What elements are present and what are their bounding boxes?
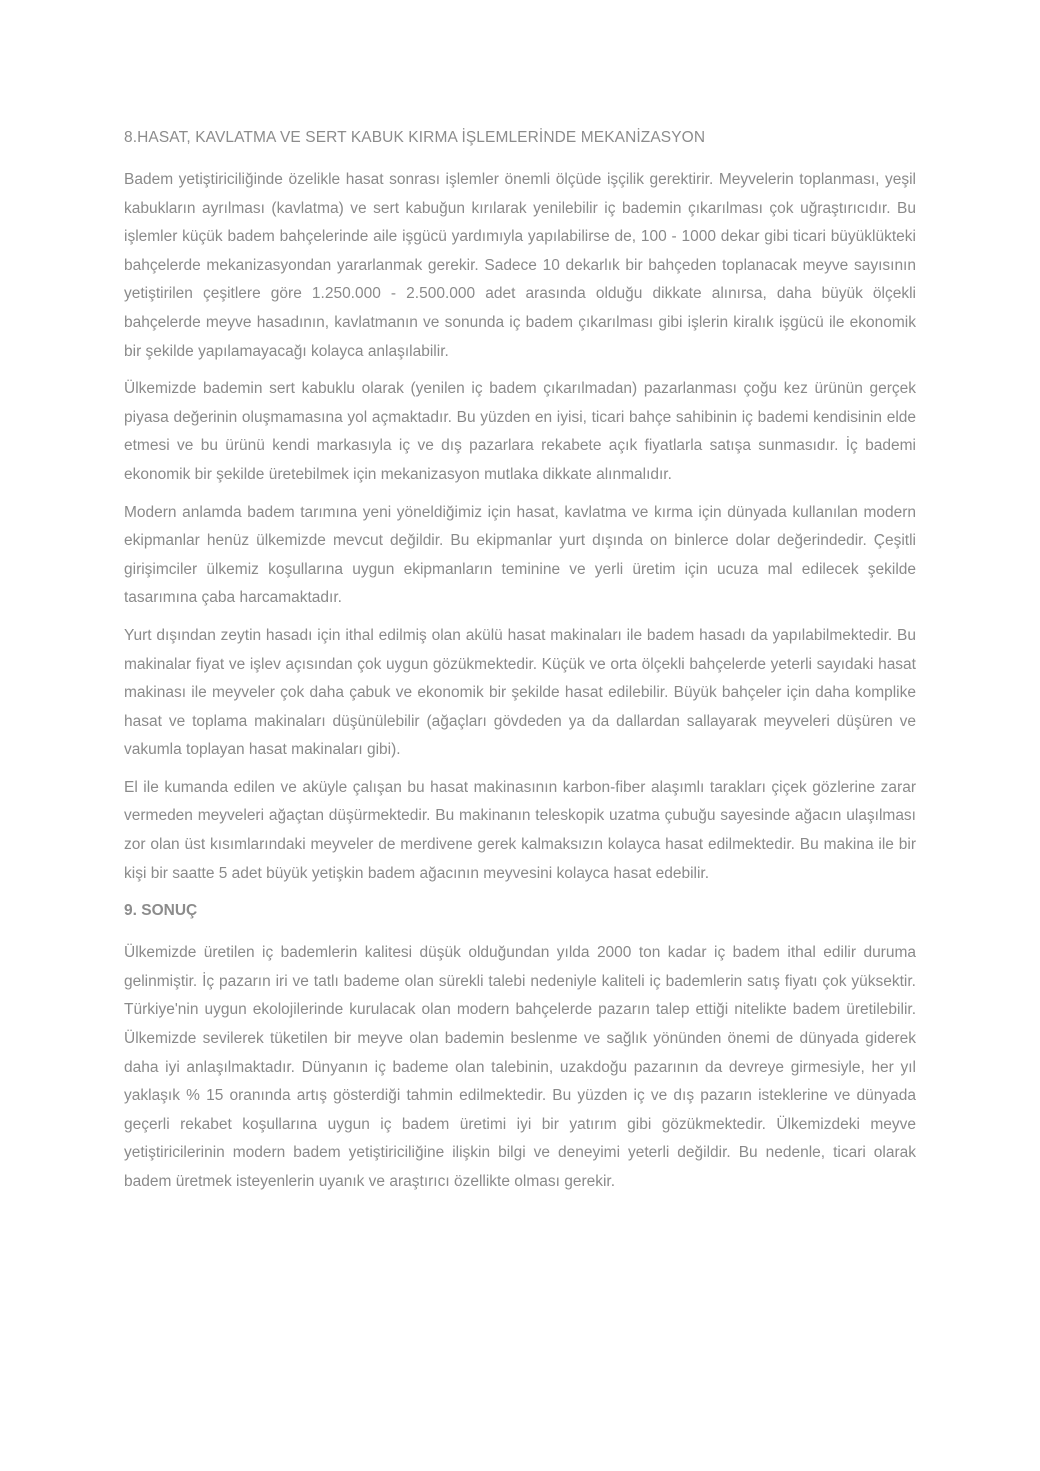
section-8-paragraph-3: Modern anlamda badem tarımına yeni yöneldiğimiz için hasat, kavlatma ve kırma için dünyada kullanılan modern ekipmanlar henüz ülkemizde mevcut değildir. Bu ekipmanlar yurt dışında on binlerce dolar değerindedir. Çeşitli girişimciler ülkemiz koşullarına uygun ekipmanların teminine ve yerli üretim için ucuza mal edilecek şekilde tasarımına çaba harcamaktadır. [124, 503, 916, 607]
section-9-heading: 9. SONUÇ [124, 902, 198, 920]
section-9-paragraph-1: Ülkemizde üretilen iç bademlerin kalitesi düşük olduğundan yılda 2000 ton kadar iç badem ithal edilir duruma gelinmiştir. İç pazarın iri ve tatlı bademe olan sürekli talebi nedeniyle kaliteli iç bademlerin satış fiyatı çok yüksektir. Türkiye'nin uygun ekolojilerinde kurulacak olan modern bahçelerde pazarın talep ettiği nitelikte badem üretilebilir. Ülkemizde sevilerek tüketilen bir meyve olan bademin beslenme ve sağlık yönünden önemi de dünyada giderek daha iyi anlaşılmaktadır. Dünyanın iç bademe olan talebinin, uzakdoğu pazarının da devreye girmesiyle, her yıl yaklaşık % 15 oranında artış gösterdiği tahmin edilmektedir. Bu yüzden iç ve dış pazarın isteklerine ve dünyada geçerli rekabet koşullarına uygun iç badem üretimi iyi bir yatırım gibi gözükmektedir. Ülkemizdeki meyve yetiştiricilerinin modern badem yetiştiriciliğine ilişkin bilgi ve deneyimi yeterli değildir. Bu nedenle, ticari olarak badem üretmek isteyenlerin uyanık ve araştırıcı özellikte olması gerekir. [124, 944, 916, 1190]
section-8-paragraph-5: El ile kumanda edilen ve aküyle çalışan bu hasat makinasının karbon-fiber alaşımlı tarakları çiçek gözlerine zarar vermeden meyveleri ağaçtan düşürmektedir. Bu makinanın teleskopik uzatma çubuğu sayesinde ağacın ulaşılması zor olan üst kısımlarındaki meyveler de merdivene gerek kalmaksızın kolayca hasat edilmektedir. Bu makina ile bir kişi bir saatte 5 adet büyük yetişkin badem ağacının meyvesini kolayca hasat edebilir. [124, 778, 916, 882]
section-8-heading: 8.HASAT, KAVLATMA VE SERT KABUK KIRMA İŞLEMLERİNDE MEKANİZASYON [124, 129, 706, 146]
section-8-paragraph-1: Badem yetiştiriciliğinde özelikle hasat sonrası işlemler önemli ölçüde işçilik gerektirir. Meyvelerin toplanması, yeşil kabukların ayrılması (kavlatma) ve sert kabuğun kırılarak yenilebilir iç bademin çıkarılması çok uğraştırıcıdır. Bu işlemler küçük badem bahçelerinde aile işgücü yardımıyla yapılabilirse de, 100 - 1000 dekar gibi ticari büyüklükteki bahçelerde mekanizasyondan yararlanmak gerekir. Sadece 10 dekarlık bir bahçeden toplanacak meyve sayısının yetiştirilen çeşitlere göre 1.250.000 - 2.500.000 adet arasında olduğu dikkate alınırsa, daha büyük ölçekli bahçelerde meyve hasadının, kavlatmanın ve sonunda iç badem çıkarılması gibi işlerin kiralık işgücü ile ekonomik bir şekilde yapılamayacağı kolayca anlaşılabilir. [124, 171, 916, 360]
document-page [124, 124, 916, 1206]
section-8-paragraph-4: Yurt dışından zeytin hasadı için ithal edilmiş olan akülü hasat makinaları ile badem hasadı da yapılabilmektedir. Bu makinalar fiyat ve işlev açısından çok uygun gözükmektedir. Küçük ve orta ölçekli bahçelerde yeterli sayıdaki hasat makinası ile meyveler çok daha çabuk ve ekonomik bir şekilde hasat edilebilir. Büyük bahçeler için daha komplike hasat ve toplama makinaları düşünülebilir (ağaçları gövdeden ya da dallardan sallayarak meyveleri düşüren ve vakumla toplayan hasat makinaları gibi). [124, 626, 916, 759]
section-8-paragraph-2: Ülkemizde bademin sert kabuklu olarak (yenilen iç badem çıkarılmadan) pazarlanması çoğu kez ürünün gerçek piyasa değerinin oluşmamasına yol açmaktadır. Bu yüzden en iyisi, ticari bahçe sahibinin iç bademi kendisinin elde etmesi ve bu ürünü kendi markasıyla iç ve dış pazarlara rekabete açık fiyatlarla satışa sunmasıdır. İç bademi ekonomik bir şekilde üretebilmek için mekanizasyon mutlaka dikkate alınmalıdır. [124, 380, 916, 483]
